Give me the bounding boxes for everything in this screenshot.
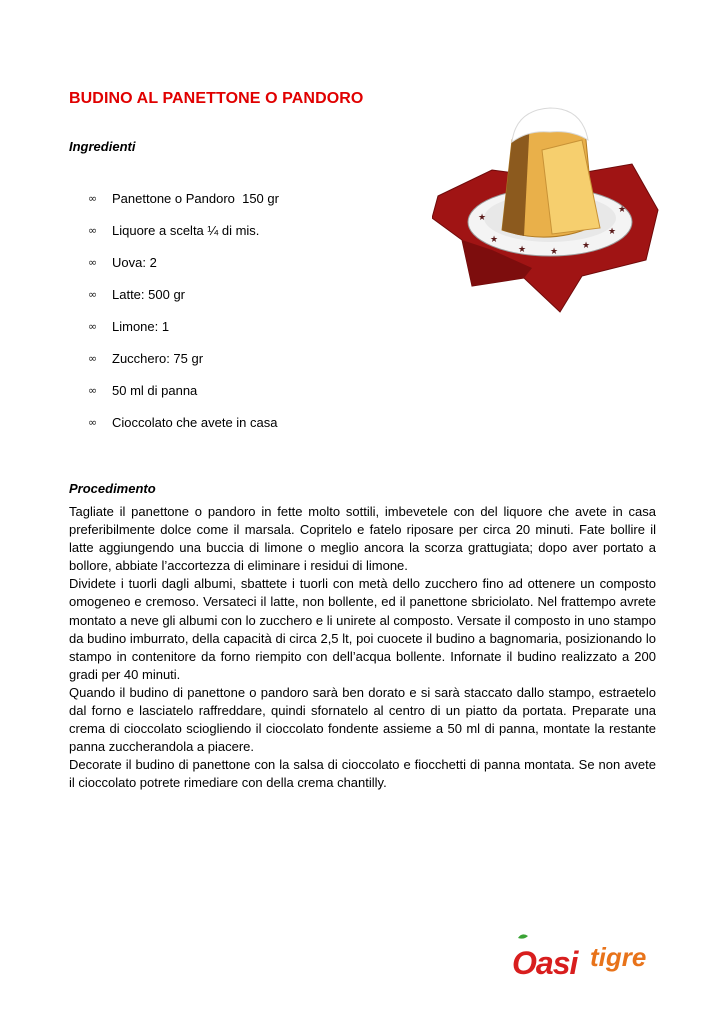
infinity-bullet-icon: ∞: [88, 256, 98, 269]
infinity-bullet-icon: ∞: [88, 288, 98, 301]
svg-text:★: ★: [518, 245, 527, 255]
procedure-paragraph: Quando il budino di panettone o pandoro sarà ben dorato e si sarà staccato dallo stampo, estraetelo dal forno e lasciatelo raffreddare, quindi sfornatelo al centro di un piatto da portata. Preparate una crema di cioccolato sciogliendo il cioccolato fondente assieme a 50 ml di panna, montate la restante panna zuccherandola a piacere.: [69, 684, 656, 755]
infinity-bullet-icon: ∞: [88, 192, 98, 205]
infinity-bullet-icon: ∞: [88, 416, 98, 429]
ingredients-list: [88, 190, 279, 446]
oasi-leaf-icon: [518, 934, 528, 938]
svg-text:★: ★: [618, 205, 627, 215]
ingredients-heading: Ingredienti: [69, 139, 136, 154]
svg-text:★: ★: [478, 213, 487, 223]
ingredient-text: 50 ml di panna: [112, 383, 198, 398]
list-item: [88, 318, 279, 350]
list-item: [88, 350, 279, 382]
ingredient-text: Cioccolato che avete in casa: [112, 415, 278, 430]
tigre-logo: tigre: [590, 942, 647, 972]
ingredient-text: Uova: 2: [112, 255, 157, 270]
infinity-bullet-icon: ∞: [88, 352, 98, 365]
ingredient-text: Liquore a scelta ¼ di mis.: [112, 223, 260, 238]
svg-text:★: ★: [582, 241, 591, 251]
logo-svg: [510, 930, 670, 980]
procedure-body: [69, 503, 656, 793]
ingredient-text: Limone: 1: [112, 319, 170, 334]
pandoro-illustration: [432, 100, 660, 314]
brand-logos: [510, 930, 670, 980]
procedure-paragraph: Dividete i tuorli dagli albumi, sbattete i tuorli con metà dello zucchero fino ad ottenere un composto omogeneo e cremoso. Versateci il latte, non bollente, ed il panettone sbriciolato. Nel frattempo avrete montato a neve gli albumi con lo zucchero e li unirete al composto. Versate il composto in uno stampo da budino imburrato, della capacità di circa 2,5 lt, poi cuocete il budino a bagnomaria, posizionando lo stampo in contenitore da forno riempito con dell’acqua bollente. Infornate il budino realizzato a 200 gradi per 40 minuti.: [69, 576, 656, 682]
ingredient-text: Latte: 500 gr: [112, 287, 185, 302]
list-item: [88, 254, 279, 286]
procedure-paragraph: Decorate il budino di panettone con la salsa di cioccolato e fiocchetti di panna montata. Se non avete il cioccolato potrete rimediare con della crema chantilly.: [69, 757, 656, 791]
infinity-bullet-icon: ∞: [88, 384, 98, 397]
procedure-paragraph: Tagliate il panettone o pandoro in fette molto sottili, imbevetele con del liquore che avete in casa preferibilmente dolce come il marsala. Copritelo e fatelo riposare per circa 20 minuti. Fate bollire il latte aggiungendo una buccia di limone o meglio ancora la scorza grattugiata; dopo aver portato a bollore, abbiate l’accortezza di eliminare i residui di limone.: [69, 504, 656, 574]
ingredient-text: Panettone o Pandoro 150 gr: [112, 191, 279, 206]
procedure-heading: Procedimento: [69, 481, 156, 496]
svg-text:★: ★: [608, 227, 617, 237]
pandoro-slice: [542, 140, 600, 234]
list-item: [88, 414, 279, 446]
list-item: [88, 286, 279, 318]
infinity-bullet-icon: ∞: [88, 224, 98, 237]
list-item: [88, 382, 279, 414]
ingredient-text: Zucchero: 75 gr: [112, 351, 204, 366]
list-item: [88, 190, 279, 222]
svg-text:★: ★: [550, 247, 559, 257]
page-title: BUDINO AL PANETTONE O PANDORO: [69, 90, 364, 107]
pandoro-on-plate-image: [432, 100, 660, 314]
infinity-bullet-icon: ∞: [88, 320, 98, 333]
svg-text:★: ★: [490, 235, 499, 245]
list-item: [88, 222, 279, 254]
oasi-logo: Oasi: [512, 945, 578, 980]
